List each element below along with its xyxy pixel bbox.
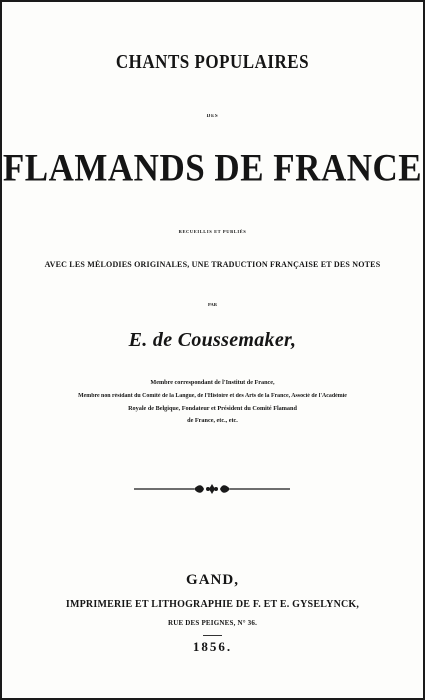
author-credit-line: Royale de Belgique, Fondateur et Président du Comité Flamand [128,405,297,412]
subtitle-description: AVEC LES MÉLODIES ORIGINALES, UNE TRADUCTION FRANÇAISE ET DES NOTES [44,260,381,269]
author-credit-line: de France, etc., etc. [187,417,238,424]
heading-des: DES [206,114,219,119]
imprint-year: 1856. [192,639,233,654]
author-name: E. de Coussemaker, [128,329,297,351]
author-credit-line: Membre non résidant du Comité de la Langue, de l'Histoire et des Arts de la France, Associé de l'Académie [78,393,347,399]
byline-par: PAR [208,302,217,307]
author-credit-line: Membre correspondant de l'Institut de France, [150,379,275,386]
main-title: FLAMANDS DE FRANCE [2,145,423,190]
heading-chants-populaires: CHANTS POPULAIRES [115,50,310,73]
decorative-rule-ornament-icon [132,479,292,499]
imprint-printer: IMPRIMERIE ET LITHOGRAPHIE DE F. ET E. GYSELYNCK, [65,599,360,610]
divider-rule [203,635,222,636]
imprint-address: RUE DES PEIGNES, N° 36. [167,619,258,627]
imprint-city: GAND, [186,572,239,588]
subtitle-recueillis: RECUEILLIS ET PUBLIÉS [178,229,247,234]
